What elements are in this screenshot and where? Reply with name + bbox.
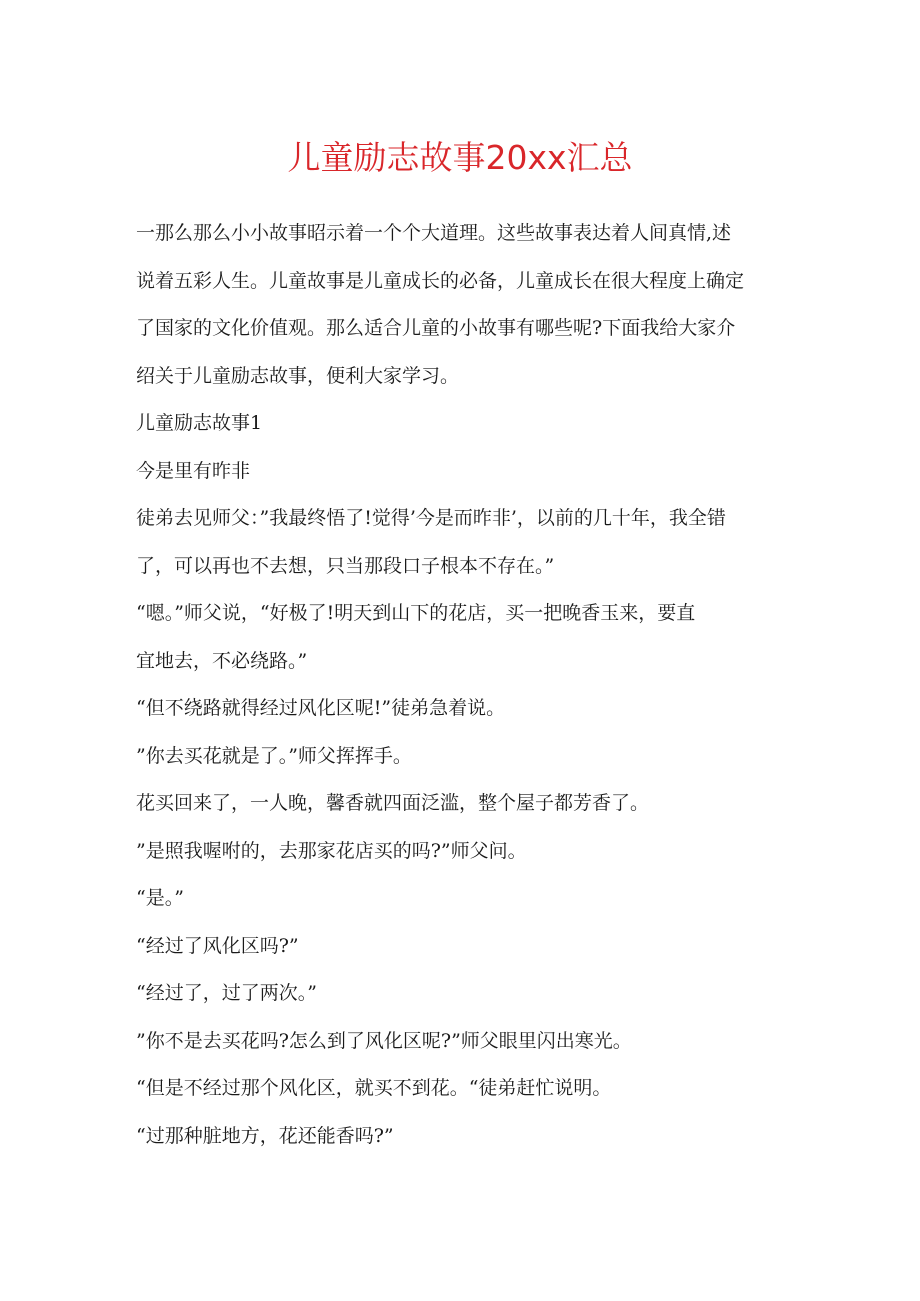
text-line: 绍关于儿童励志故事，便利大家学习。 <box>136 364 460 387</box>
text-line: “过那种脏地方，花还能香吗?” <box>136 1124 394 1147</box>
paragraph <box>136 1018 786 1066</box>
text-line: 一那么那么小小故事昭示着一个个大道理。这些故事表达着人间真情,述 <box>136 222 732 244</box>
text-line: “但不绕路就得经过风化区呢!”徒弟急着说。 <box>136 697 506 719</box>
paragraph <box>136 970 786 1018</box>
paragraph <box>136 495 786 590</box>
text-line: “但是不经过那个风化区，就买不到花。“徒弟赶忙说明。 <box>136 1077 612 1099</box>
paragraph <box>136 590 786 685</box>
paragraph <box>136 780 786 828</box>
text-line: 今是里有昨非 <box>136 459 251 482</box>
paragraph <box>136 875 786 923</box>
text-line: ”你不是去买花吗?怎么到了风化区呢?”师父眼里闪出寒光。 <box>136 1029 632 1052</box>
section-heading <box>136 400 786 448</box>
paragraph <box>136 685 786 733</box>
document-body <box>136 210 786 1160</box>
text-line: 了国家的文化价值观。那么适合儿童的小故事有哪些呢?下面我给大家介 <box>136 317 736 339</box>
paragraph <box>136 828 786 876</box>
text-line: 宜地去，不必绕路。” <box>136 649 308 672</box>
text-line: 儿童励志故事1 <box>136 412 263 434</box>
text-line: 徒弟去见师父：”我最终悟了!觉得’今是而昨非’，以前的几十年，我全错 <box>136 507 726 529</box>
paragraph <box>136 733 786 781</box>
text-line: “经过了，过了两次。” <box>136 982 317 1004</box>
paragraph <box>136 923 786 971</box>
text-line: ”你去买花就是了。”师父挥挥手。 <box>136 744 412 767</box>
text-line: “经过了风化区吗?” <box>136 934 299 957</box>
text-line: 了，可以再也不去想，只当那段口子根本不存在。” <box>136 554 555 577</box>
text-line: “嗯。”师父说，“好极了!明天到山下的花店，买一把晚香玉来，要直 <box>136 602 696 624</box>
document-title: 儿童励志故事20xx汇总 <box>287 138 633 177</box>
text-line: 花买回来了，一人晚，馨香就四面泛滥，整个屋子都芳香了。 <box>136 792 650 814</box>
paragraph <box>136 1065 786 1113</box>
text-line: ”是照我喔咐的，去那家花店买的吗?”师父问。 <box>136 839 527 862</box>
text-line: “是。” <box>136 887 184 909</box>
paragraph <box>136 1113 786 1161</box>
paragraph-intro <box>136 210 786 400</box>
story-title <box>136 448 786 496</box>
text-line: 说着五彩人生。儿童故事是儿童成长的必备，儿童成长在很大程度上确定 <box>136 269 745 292</box>
